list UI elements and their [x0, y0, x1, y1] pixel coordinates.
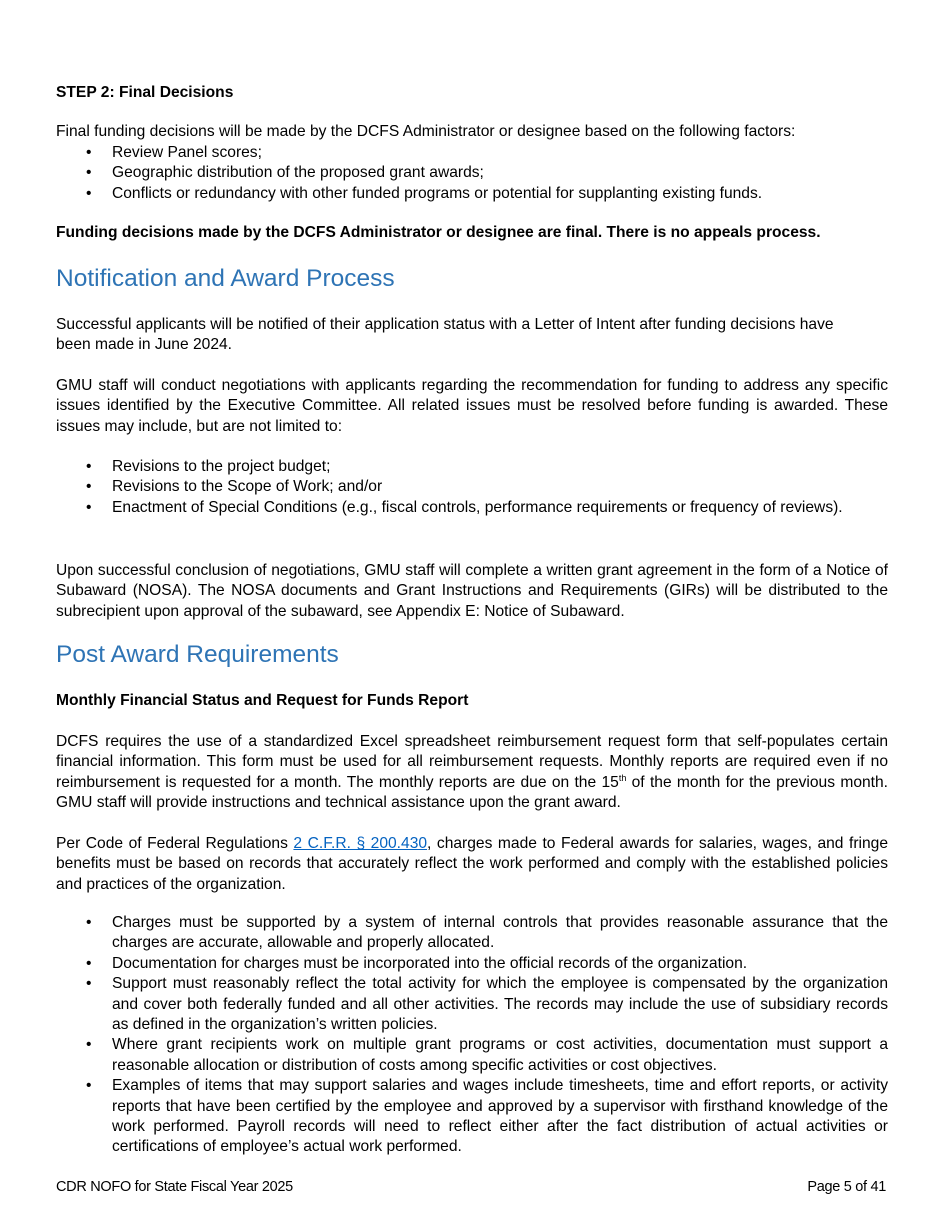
bullet-icon: • [86, 914, 92, 931]
page-number: Page 5 of 41 [807, 1179, 886, 1195]
post-award-heading: Post Award Requirements [56, 641, 339, 668]
step2-intro: Final funding decisions will be made by the DCFS Administrator or designee based on the following factors: [56, 123, 796, 140]
bullet-icon: • [86, 975, 92, 993]
notification-heading: Notification and Award Process [56, 265, 395, 292]
bullet-icon: • [86, 144, 92, 161]
requirements-list [56, 913, 888, 1158]
notification-p3: Upon successful conclusion of negotiations, GMU staff will complete a written grant agreement in the form of a Notice of Subaward (NOSA). The NOSA documents and Grant Instructions and Requirements (GIRs) will be distributed to the subrecipient upon approval of the subaward, see Appendix E: Notice of Subaward. [56, 562, 888, 620]
list-item: • Review Panel scores; [56, 143, 888, 163]
page-footer [56, 1177, 886, 1197]
post-award-subheading: Monthly Financial Status and Request for Funds Report [56, 692, 469, 709]
list-item: • Support must reasonably reflect the total activity for which the employee is compensated by the organization and cover both federally funded and all other activities. The records may include the use of subsidiary records as defined in the organization’s written policies. [86, 975, 888, 1034]
list-item: • Geographic distribution of the proposed grant awards; [56, 163, 888, 183]
factors-list [56, 143, 888, 204]
list-item: • Revisions to the project budget; [56, 457, 888, 477]
notification-p1: Successful applicants will be notified of their application status with a Letter of Intent after funding decisions have been made in June 2024. [56, 316, 834, 354]
list-item: • Revisions to the Scope of Work; and/or [56, 477, 888, 497]
list-item: • Where grant recipients work on multiple grant programs or cost activities, documentation must support a reasonable allocation or distribution of costs among specific activities or cost objectives. [86, 1036, 888, 1074]
issues-list [56, 457, 888, 518]
list-item: • Conflicts or redundancy with other funded programs or potential for supplanting existing funds. [56, 184, 888, 204]
post-award-p2: Per Code of Federal Regulations 2 C.F.R. § 200.430, charges made to Federal awards for salaries, wages, and fringe benefits must be based on records that accurately reflect the work performed and comply with the established policies and practices of the organization. [56, 835, 888, 893]
list-item: • Charges must be supported by a system of internal controls that provides reasonable assurance that the charges are accurate, allowable and properly allocated. [86, 914, 888, 952]
notification-p2: GMU staff will conduct negotiations with applicants regarding the recommendation for funding to address any specific issues identified by the Executive Committee. All related issues must be resolved before funding is awarded. These issues may include, but are not limited to: [56, 377, 888, 435]
bullet-icon: • [86, 954, 92, 972]
step2-heading: STEP 2: Final Decisions [56, 84, 234, 101]
list-item: • Enactment of Special Conditions (e.g., fiscal controls, performance requirements or frequency of reviews). [56, 498, 888, 518]
post-award-p1: DCFS requires the use of a standardized Excel spreadsheet reimbursement request form that self-populates certain financial information. This form must be used for all reimbursement requests. Monthly reports are required even if no reimbursement is requested for a month. The monthly reports are due on the 15th of the month for the previous month. GMU staff will provide instructions and technical assistance upon the grant award. [56, 733, 888, 812]
final-note: Funding decisions made by the DCFS Administrator or designee are final. There is no appeals process. [56, 224, 821, 241]
cfr-link[interactable]: 2 C.F.R. § 200.430 [293, 835, 428, 852]
bullet-icon: • [86, 1036, 92, 1054]
bullet-icon: • [86, 1077, 92, 1095]
list-item: • Examples of items that may support salaries and wages include timesheets, time and effort reports, or activity reports that have been certified by the employee and approved by a supervisor with firsthand knowledge of the work performed. Payroll records will need to reflect either after the fact distribution of actual activities or certifications of employee’s actual work performed. [86, 1077, 888, 1156]
bullet-icon: • [86, 478, 92, 496]
bullet-icon: • [86, 184, 92, 202]
list-item: • Documentation for charges must be incorporated into the official records of the organization. [56, 954, 888, 974]
bullet-icon: • [86, 164, 92, 182]
bullet-icon: • [86, 458, 92, 475]
footer-title: CDR NOFO for State Fiscal Year 2025 [56, 1179, 293, 1195]
bullet-icon: • [86, 498, 92, 516]
